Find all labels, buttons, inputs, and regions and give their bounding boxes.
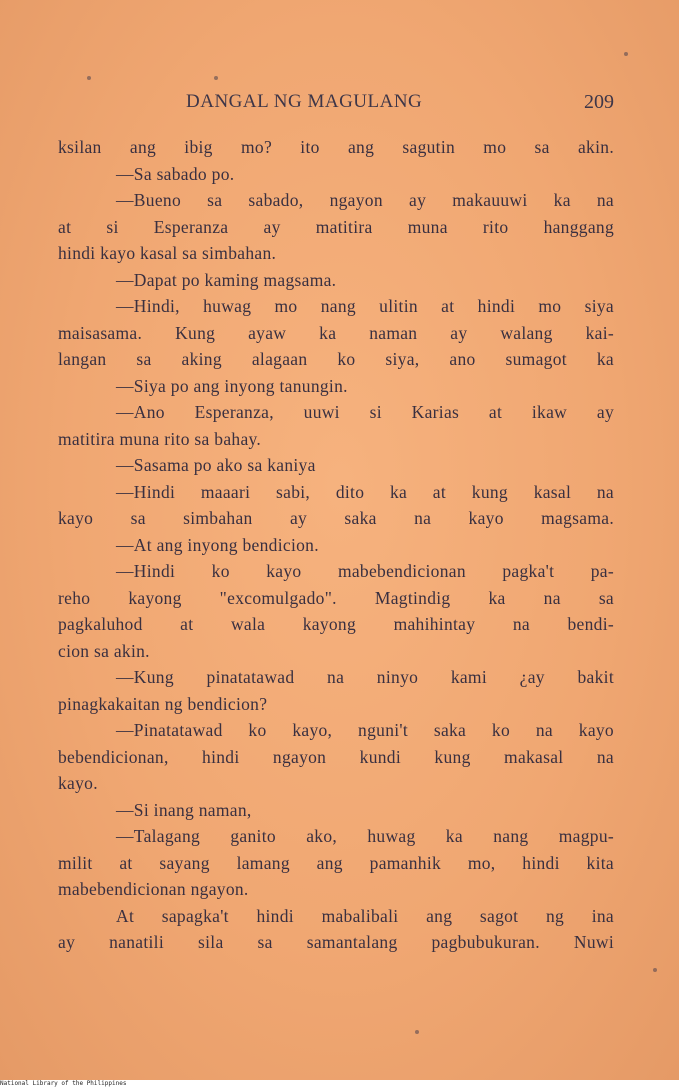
text-line: at si Esperanza ay matitira muna rito hanggang [58, 216, 614, 237]
text-line: bebendicionan, hindi ngayon kundi kung makasal na [58, 746, 614, 767]
text-line: —Talagang ganito ako, huwag ka nang magpu- [116, 826, 614, 846]
text-line: —At ang inyong bendicion. [116, 534, 319, 555]
text-line: At sapagka't hindi mabalibali ang sagot ng ina [116, 905, 614, 926]
text-line: mabebendicionan ngayon. [58, 879, 249, 899]
text-line: —Siya po ang inyong tanungin. [116, 375, 348, 396]
text-line: ay nanatili sila sa samantalang pagbubukuran. Nuwi [58, 932, 614, 952]
text-line: pagkaluhod at wala kayong mahihintay na bendi- [58, 614, 614, 634]
paper-speck [214, 76, 218, 80]
text-line: —Hindi maaari sabi, dito ka at kung kasal na [116, 481, 614, 502]
text-line: —Si inang naman, [116, 799, 252, 820]
paper-speck [415, 1030, 419, 1034]
text-line: —Pinatatawad ko kayo, nguni't saka ko na kayo [116, 720, 614, 740]
running-head: DANGAL NG MAGULANG [186, 91, 423, 112]
paper-speck [653, 968, 657, 972]
text-line: kayo sa simbahan ay saka na kayo magsama. [58, 508, 614, 528]
text-line: —Hindi, huwag mo nang ulitin at hindi mo siya [116, 296, 614, 316]
text-line: —Sasama po ako sa kaniya [116, 455, 316, 475]
footer-credit: National Library of the Philippines [0, 1080, 127, 1087]
body-text [58, 134, 614, 956]
text-line: —Ano Esperanza, uuwi si Karias at ikaw ay [116, 402, 614, 422]
text-line: cion sa akin. [58, 640, 150, 661]
text-line: maisasama. Kung ayaw ka naman ay walang kai- [58, 322, 614, 343]
text-line: —Hindi ko kayo mabebendicionan pagka't pa- [116, 561, 614, 581]
text-line: milit at sayang lamang ang pamanhik mo, hindi kita [58, 852, 614, 873]
text-line: —Dapat po kaming magsama. [116, 269, 337, 290]
text-line: langan sa aking alagaan ko siya, ano sumagot ka [58, 349, 614, 369]
text-line: pinagkakaitan ng bendicion? [58, 693, 268, 714]
text-line: reho kayong "excomulgado". Magtindig ka na sa [58, 587, 614, 608]
text-line: ksilan ang ibig mo? ito ang sagutin mo sa akin. [58, 137, 614, 157]
text-line: hindi kayo kasal sa simbahan. [58, 243, 277, 263]
text-line: kayo. [58, 773, 98, 793]
paper-speck [624, 52, 628, 56]
text-line: matitira muna rito sa bahay. [58, 428, 262, 449]
text-line: —Sa sabado po. [116, 163, 235, 184]
text-line: —Kung pinatatawad na ninyo kami ¿ay bakit [116, 667, 614, 687]
page-number: 209 [584, 91, 614, 113]
text-line: —Bueno sa sabado, ngayon ay makauuwi ka na [116, 190, 614, 210]
paper-speck [87, 76, 91, 80]
